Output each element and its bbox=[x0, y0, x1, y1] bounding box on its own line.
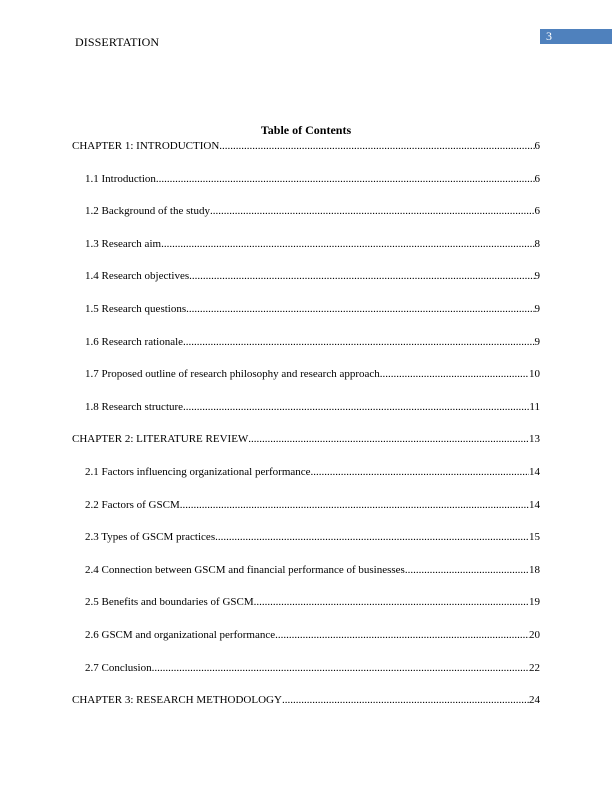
toc-heading: Table of Contents bbox=[260, 123, 352, 137]
toc-entry-page-number: 20 bbox=[529, 629, 540, 641]
toc-entry-label: 2.6 GSCM and organizational performance bbox=[85, 629, 276, 641]
toc-section-entry[interactable] bbox=[85, 564, 540, 577]
toc-entry-label: 2.2 Factors of GSCM bbox=[85, 498, 180, 511]
toc-entry-page-number: 10 bbox=[529, 368, 540, 381]
toc-dot-leader bbox=[311, 466, 529, 479]
page-number: 3 bbox=[546, 29, 552, 43]
toc-section-entry[interactable] bbox=[85, 629, 540, 642]
toc-entry-label: 1.7 Proposed outline of research philosophy and research approach bbox=[85, 368, 380, 381]
toc-entry-page-number: 6 bbox=[534, 172, 540, 185]
toc-dot-leader bbox=[161, 238, 534, 251]
toc-dot-leader bbox=[219, 140, 534, 153]
toc-dot-leader bbox=[180, 499, 529, 512]
toc-section-entry[interactable] bbox=[85, 238, 540, 251]
toc-entry-page-number: 8 bbox=[534, 237, 540, 250]
toc-entry-page-number: 24 bbox=[529, 694, 540, 707]
toc-entry-label: 2.3 Types of GSCM practices bbox=[85, 531, 216, 544]
toc-dot-leader bbox=[186, 303, 534, 316]
toc-section-entry[interactable] bbox=[85, 596, 540, 609]
toc-section-entry[interactable] bbox=[85, 368, 540, 381]
toc-section-entry[interactable] bbox=[85, 270, 540, 283]
toc-dot-leader bbox=[152, 662, 529, 675]
toc-entry-page-number: 22 bbox=[529, 661, 540, 674]
toc-entry-label: 2.7 Conclusion bbox=[85, 661, 152, 674]
toc-chapter-entry[interactable] bbox=[72, 694, 540, 707]
toc-entry-page-number: 9 bbox=[534, 335, 540, 348]
toc-section-entry[interactable] bbox=[85, 173, 540, 186]
toc-dot-leader bbox=[282, 694, 529, 707]
toc-dot-leader bbox=[156, 173, 535, 186]
toc-section-entry[interactable] bbox=[85, 499, 540, 512]
toc-entry-label: 1.1 Introduction bbox=[85, 172, 156, 185]
toc-section-entry[interactable] bbox=[85, 336, 540, 349]
toc-section-entry[interactable] bbox=[85, 401, 540, 414]
toc-entry-page-number: 11 bbox=[529, 400, 540, 413]
toc-dot-leader bbox=[189, 270, 534, 283]
toc-entry-label: 1.5 Research questions bbox=[85, 303, 187, 315]
toc-section-entry[interactable] bbox=[85, 531, 540, 544]
toc-dot-leader bbox=[380, 368, 529, 381]
toc-dot-leader bbox=[254, 596, 529, 609]
toc-dot-leader bbox=[215, 531, 529, 544]
toc-entry-label: 1.8 Research structure bbox=[85, 400, 184, 413]
toc-dot-leader bbox=[248, 433, 529, 446]
toc-entry-label: 1.2 Background of the study bbox=[85, 205, 210, 218]
toc-entry-page-number: 6 bbox=[534, 205, 540, 218]
toc-entry-page-number: 13 bbox=[529, 433, 540, 446]
toc-chapter-entry[interactable] bbox=[72, 140, 540, 153]
toc-entry-label: 2.1 Factors influencing organizational performance bbox=[85, 466, 311, 478]
page-number-badge bbox=[540, 29, 612, 44]
toc-dot-leader bbox=[210, 205, 535, 218]
toc-entry-page-number: 18 bbox=[529, 563, 540, 576]
toc-section-entry[interactable] bbox=[85, 303, 540, 316]
toc-entry-label: 2.5 Benefits and boundaries of GSCM bbox=[85, 596, 254, 609]
toc-dot-leader bbox=[183, 336, 534, 349]
toc-entry-label: CHAPTER 2: LITERATURE REVIEW bbox=[72, 433, 249, 446]
toc-section-entry[interactable] bbox=[85, 205, 540, 218]
toc-entry-label: 1.6 Research rationale bbox=[85, 335, 184, 348]
toc-entry-label: CHAPTER 3: RESEARCH METHODOLOGY bbox=[72, 694, 282, 707]
toc-entry-label: CHAPTER 1: INTRODUCTION bbox=[72, 140, 220, 152]
toc-dot-leader bbox=[405, 564, 529, 577]
toc-chapter-entry[interactable] bbox=[72, 433, 540, 446]
toc-entry-label: 1.3 Research aim bbox=[85, 237, 162, 250]
toc-entry-page-number: 9 bbox=[534, 270, 540, 283]
toc-entry-page-number: 6 bbox=[534, 140, 540, 152]
toc-entry-page-number: 19 bbox=[529, 596, 540, 609]
running-header-title: DISSERTATION bbox=[75, 35, 160, 49]
toc-entry-label: 2.4 Connection between GSCM and financial performance of businesses bbox=[85, 563, 405, 576]
toc-entry-page-number: 14 bbox=[529, 498, 540, 511]
toc-dot-leader bbox=[275, 629, 529, 642]
toc-entry-page-number: 14 bbox=[529, 466, 540, 478]
toc-entry-page-number: 15 bbox=[529, 531, 540, 544]
toc-section-entry[interactable] bbox=[85, 662, 540, 675]
toc-section-entry[interactable] bbox=[85, 466, 540, 479]
toc-dot-leader bbox=[183, 401, 529, 414]
toc-entry-label: 1.4 Research objectives bbox=[85, 270, 190, 283]
toc-entry-page-number: 9 bbox=[534, 303, 540, 315]
